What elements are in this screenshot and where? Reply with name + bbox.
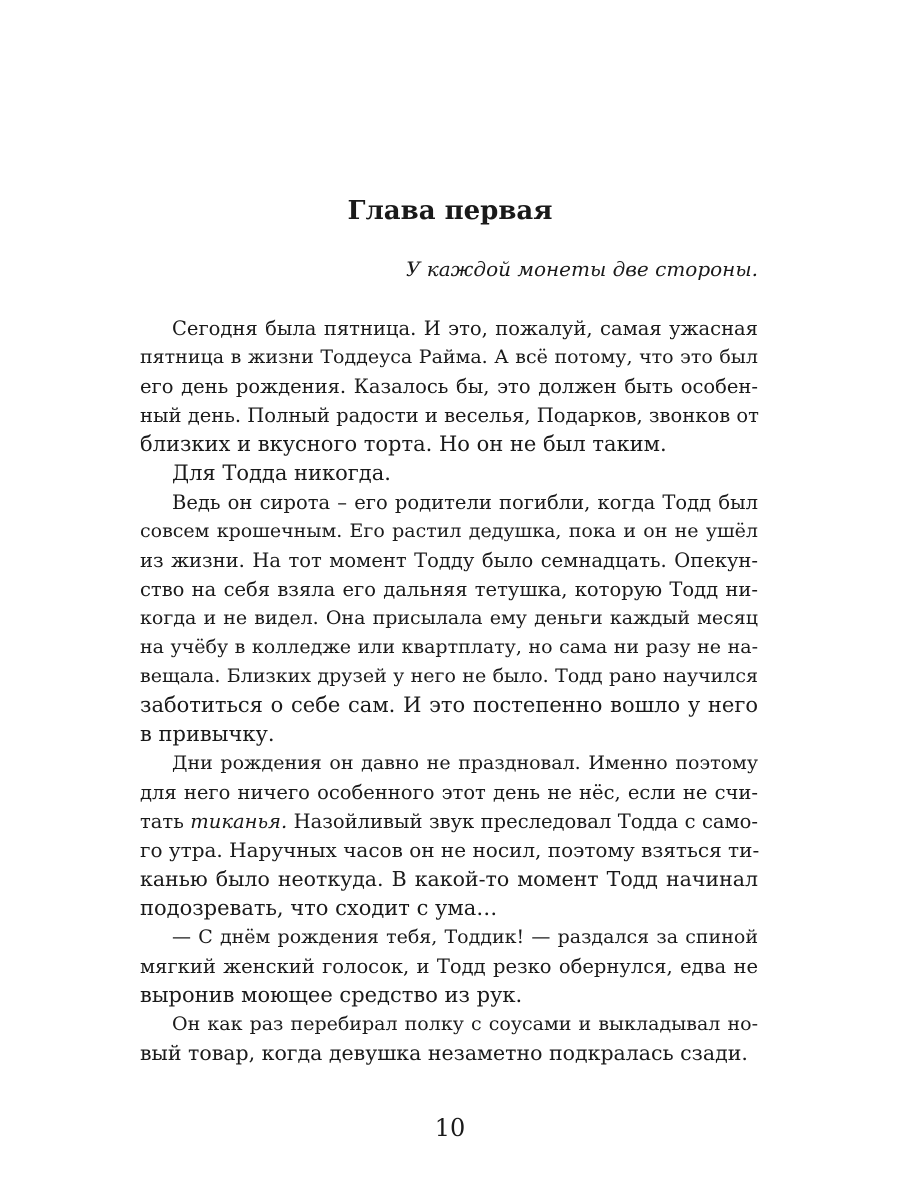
italic-word: тиканья. — [190, 810, 288, 833]
page-number: 10 — [434, 1114, 466, 1142]
text-line: вый товар, когда девушка незаметно подкралась сзади. — [140, 1041, 748, 1065]
text-line: из жизни. На тот момент Тодду было семнадцать. Опекун- — [140, 549, 758, 572]
text-line: в привычку. — [140, 722, 275, 746]
chapter-title: Глава первая — [347, 196, 553, 226]
text-line: Сегодня была пятница. И это, пожалуй, самая ужасная — [172, 317, 758, 340]
text-line: для него ничего особенного этот день не нёс, если не счи- — [140, 781, 758, 804]
text-line: подозревать, что сходит с ума… — [140, 896, 498, 920]
text-line: его день рождения. Казалось бы, это должен быть особен- — [140, 375, 758, 398]
text-fragment: тать — [140, 810, 191, 833]
text-line: выронив моющее средство из рук. — [140, 983, 523, 1007]
text-line: ство на себя взяла его дальняя тетушка, которую Тодд ни- — [140, 578, 758, 601]
text-line: когда и не видел. Она присылала ему деньги каждый месяц — [140, 607, 758, 629]
text-line: канью было неоткуда. В какой-то момент Тодд начинал — [140, 867, 758, 891]
text-line: го утра. Наручных часов он не носил, поэтому взяться ти- — [140, 838, 760, 862]
text-line: Дни рождения он давно не праздновал. Именно поэтому — [172, 752, 758, 774]
epigraph: У каждой монеты две стороны. — [406, 257, 758, 281]
text-line: Он как раз перебирал полку с соусами и выкладывал но- — [172, 1013, 758, 1035]
text-line: вещала. Близких друзей у него не было. Тодд рано научился — [140, 665, 758, 687]
text-fragment: Назойливый звук преследовал Тодда с само- — [287, 810, 758, 833]
text-line-with-italic — [140, 807, 758, 836]
text-line: совсем крошечным. Его растил дедушка, пока и он не ушёл — [140, 520, 758, 542]
text-line: — С днём рождения тебя, Тоддик! — раздался за спиной — [172, 926, 758, 948]
text-line: Для Тодда никогда. — [172, 461, 391, 485]
text-line: заботиться о себе сам. И это постепенно вошло у него — [140, 693, 758, 717]
text-line: Ведь он сирота – его родители погибли, когда Тодд был — [172, 491, 758, 514]
text-line: мягкий женский голосок, и Тодд резко обернулся, едва не — [140, 955, 758, 978]
text-line: на учёбу в колледже или квартплату, но сама ни разу не на- — [140, 636, 758, 658]
text-line: близких и вкусного торта. Но он не был таким. — [140, 432, 667, 456]
body-text — [140, 314, 758, 1068]
text-line: пятница в жизни Тоддеуса Райма. А всё потому, что это был — [140, 346, 758, 368]
text-line: ный день. Полный радости и веселья, Подарков, звонков от — [140, 404, 759, 427]
